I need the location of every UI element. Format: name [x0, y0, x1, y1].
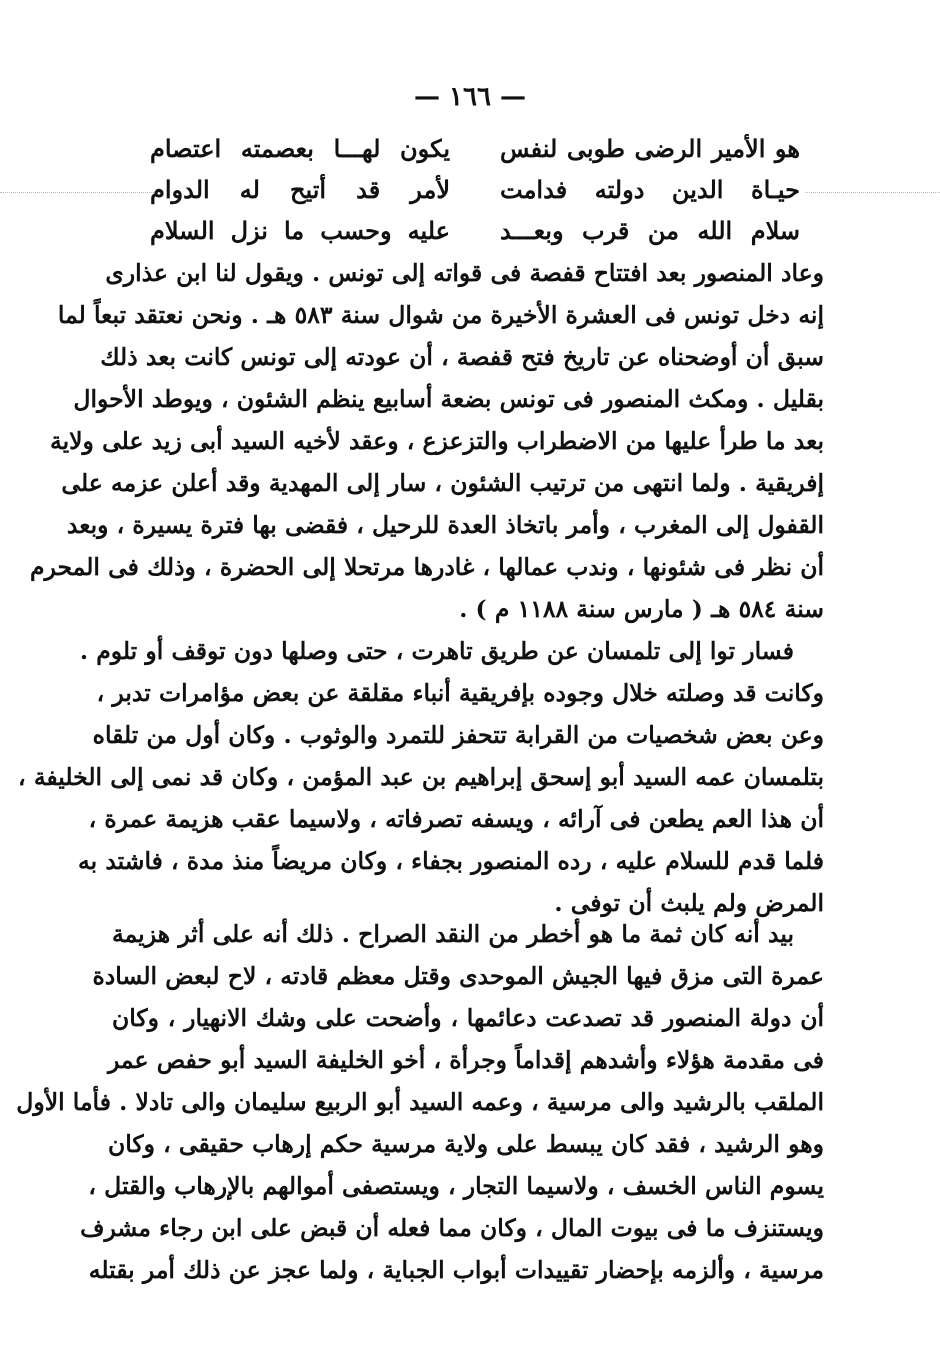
- text-line: المرض ولم يلبث أن توفى .: [554, 889, 824, 917]
- poem-verse: [150, 210, 800, 251]
- text-line: عمرة التى مزق فيها الجيش الموحدى وقتل معظم قادته ، لاح لبعض السادة: [92, 962, 824, 990]
- poem-hemistich-second: يكون لهـــا بعصمته اعتصام: [150, 134, 450, 163]
- poem-hemistich-second: عليه وحسب ما نزل السلام: [150, 216, 450, 245]
- text-line: بقليل . ومكث المنصور فى تونس بضعة أسابيع ينظم الشئون ، ويوطد الأحوال: [73, 385, 824, 413]
- text-line: سنة ٥٨٤ هـ ( مارس سنة ١١٨٨ م ) .: [459, 595, 824, 623]
- text-line: القفول إلى المغرب ، وأمر باتخاذ العدة للرحيل ، فقضى بها فترة يسيرة ، وبعد: [66, 511, 824, 539]
- text-line: مرسية ، وألزمه بإحضار تقييدات أبواب الجباية ، ولما عجز عن ذلك أمر بقتله: [88, 1256, 824, 1284]
- text-line: فلما قدم للسلام عليه ، رده المنصور بجفاء ، وكان مريضاً منذ مدة ، فاشتد به: [78, 847, 824, 875]
- scan-artifact-right: [805, 192, 940, 193]
- paragraph-return-to-tunis: [29, 252, 824, 630]
- poem-hemistich-first: هو الأمير الرضى طوبى لنفس: [500, 134, 800, 163]
- poem-verse: [150, 128, 800, 169]
- paragraph-tlemcen: [18, 630, 824, 924]
- text-line: وعاد المنصور بعد افتتاح قفصة فى قواته إلى تونس . ويقول لنا ابن عذارى: [105, 259, 824, 287]
- poem-hemistich-first: حيـاة الدين دولته فدامت: [500, 175, 800, 204]
- text-line: وعن بعض شخصيات من القرابة تتحفز للتمرد والوثوب . وكان أول من تلقاه: [92, 721, 824, 749]
- text-line: وهو الرشيد ، فقد كان يبسط على ولاية مرسية حكم إرهاب حقيقى ، وكان: [108, 1130, 824, 1158]
- text-line: أن دولة المنصور قد تصدعت دعائمها ، وأضحت على وشك الانهيار ، وكان: [112, 1004, 824, 1032]
- text-line: فسار توا إلى تلمسان عن طريق تاهرت ، حتى وصلها دون توقف أو تلوم .: [79, 637, 794, 665]
- text-line: بتلمسان عمه السيد أبو إسحق إبراهيم بن عبد المؤمن ، وكان قد نمى إلى الخليفة ،: [18, 763, 824, 791]
- poem-hemistich-second: لأمر قد أتيح له الدوام: [150, 175, 450, 204]
- text-line: إنه دخل تونس فى العشرة الأخيرة من شوال سنة ٥٨٣ هـ . ونحن نعتقد تبعاً لما: [57, 301, 824, 329]
- text-line: وكانت قد وصلته خلال وجوده بإفريقية أنباء مقلقة عن بعض مؤامرات تدبر ،: [96, 679, 824, 707]
- text-line: بيد أنه كان ثمة ما هو أخطر من النقد الصراح . ذلك أنه على أثر هزيمة: [112, 920, 794, 948]
- text-line: إفريقية . ولما انتهى من ترتيب الشئون ، سار إلى المهدية وقد أعلن عزمه على: [61, 469, 824, 497]
- poem-verse: [150, 169, 800, 210]
- paragraph-conspiracy: [16, 913, 824, 1291]
- text-line: بعد ما طرأ عليها من الاضطراب والتزعزع ، وعقد لأخيه السيد أبى زيد على ولاية: [50, 427, 824, 455]
- text-line: فى مقدمة هؤلاء وأشدهم إقداماً وجرأة ، أخو الخليفة السيد أبو حفص عمر: [107, 1046, 824, 1074]
- poem-block: [150, 128, 800, 251]
- text-line: سبق أن أوضحناه عن تاريخ فتح قفصة ، أن عودته إلى تونس كانت بعد ذلك: [100, 343, 824, 371]
- scan-artifact-left: [0, 192, 160, 193]
- text-line: يسوم الناس الخسف ، ولاسيما التجار ، ويستصفى أموالهم بالإرهاب والقتل ،: [88, 1172, 824, 1200]
- page-number: — ١٦٦ —: [413, 82, 527, 112]
- text-line: الملقب بالرشيد والى مرسية ، وعمه السيد أبو الربيع سليمان والى تادلا . فأما الأول: [16, 1088, 824, 1116]
- text-line: أن نظر فى شئونها ، وندب عمالها ، غادرها مرتحلا إلى الحضرة ، وذلك فى المحرم: [29, 553, 824, 581]
- text-line: أن هذا العم يطعن فى آرائه ، ويسفه تصرفاته ، ولاسيما عقب هزيمة عمرة ،: [88, 805, 824, 833]
- text-line: ويستنزف ما فى بيوت المال ، وكان مما فعله أن قبض على ابن رجاء مشرف: [80, 1214, 824, 1242]
- poem-hemistich-first: سلام الله من قرب وبعـــد: [500, 216, 800, 245]
